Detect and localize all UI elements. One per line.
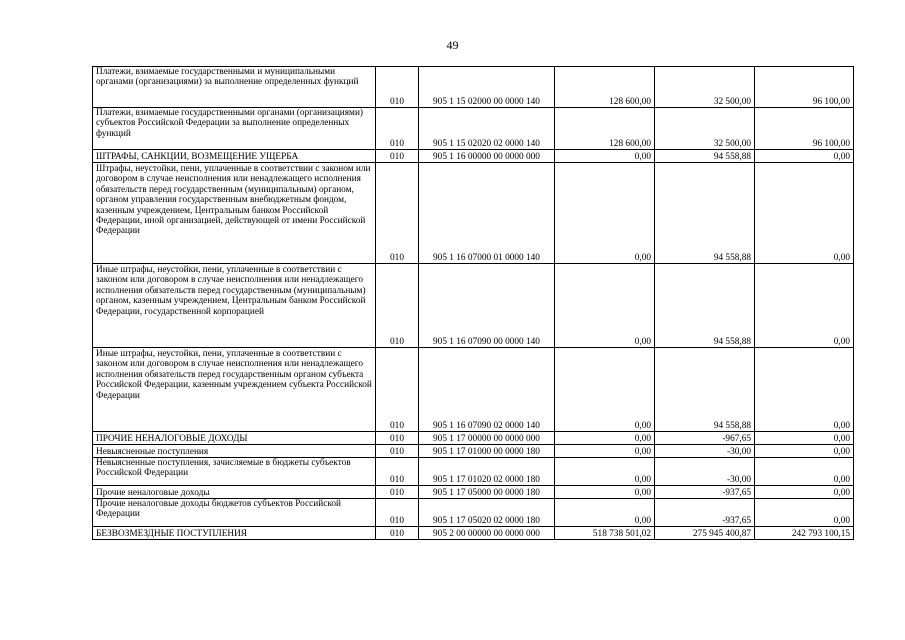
row-line-code: 010 <box>376 458 419 486</box>
row-executed-amount: -30,00 <box>655 445 755 458</box>
row-approved-amount: 0,00 <box>555 458 655 486</box>
row-budget-code: 905 1 15 02000 00 0000 140 <box>419 67 555 108</box>
table-row <box>93 432 854 445</box>
table-row <box>93 67 854 108</box>
row-unexecuted-amount: 0,00 <box>755 150 854 163</box>
row-unexecuted-amount: 96 100,00 <box>755 108 854 150</box>
row-name: Иные штрафы, неустойки, пени, уплаченные в соответствии с законом или договором в случае неисполнения или ненадлежащего исполнения обязательств перед государственным органом субъекта Российской Федерации, казенным учреждением субъекта Российской Федерации <box>93 348 376 432</box>
row-budget-code: 905 1 16 00000 00 0000 000 <box>419 150 555 163</box>
row-budget-code: 905 1 15 02020 02 0000 140 <box>419 108 555 150</box>
row-line-code: 010 <box>376 108 419 150</box>
row-budget-code: 905 1 16 07000 01 0000 140 <box>419 163 555 264</box>
row-name: Платежи, взимаемые государственными и муниципальными органами (организациями) за выполнение определенных функций <box>93 67 376 108</box>
row-executed-amount: 94 558,88 <box>655 163 755 264</box>
row-executed-amount: 94 558,88 <box>655 264 755 348</box>
row-line-code: 010 <box>376 432 419 445</box>
row-executed-amount: 32 500,00 <box>655 108 755 150</box>
row-name: Прочие неналоговые доходы бюджетов субъектов Российской Федерации <box>93 499 376 527</box>
row-unexecuted-amount: 0,00 <box>755 499 854 527</box>
row-budget-code: 905 1 16 07090 00 0000 140 <box>419 264 555 348</box>
row-approved-amount: 0,00 <box>555 486 655 499</box>
table-row <box>93 163 854 264</box>
row-line-code: 010 <box>376 527 419 540</box>
table-row <box>93 264 854 348</box>
row-line-code: 010 <box>376 499 419 527</box>
row-name: Невыясненные поступления <box>93 445 376 458</box>
row-approved-amount: 0,00 <box>555 348 655 432</box>
table-row <box>93 445 854 458</box>
row-unexecuted-amount: 0,00 <box>755 445 854 458</box>
row-executed-amount: -937,65 <box>655 486 755 499</box>
table-row <box>93 150 854 163</box>
row-line-code: 010 <box>376 67 419 108</box>
row-line-code: 010 <box>376 486 419 499</box>
row-budget-code: 905 2 00 00000 00 0000 000 <box>419 527 555 540</box>
table-row <box>93 527 854 540</box>
row-line-code: 010 <box>376 348 419 432</box>
row-budget-code: 905 1 17 01020 02 0000 180 <box>419 458 555 486</box>
row-executed-amount: 275 945 400,87 <box>655 527 755 540</box>
row-line-code: 010 <box>376 445 419 458</box>
row-unexecuted-amount: 96 100,00 <box>755 67 854 108</box>
row-approved-amount: 0,00 <box>555 163 655 264</box>
row-budget-code: 905 1 17 01000 00 0000 180 <box>419 445 555 458</box>
row-executed-amount: 94 558,88 <box>655 348 755 432</box>
table-row <box>93 348 854 432</box>
row-unexecuted-amount: 0,00 <box>755 264 854 348</box>
row-approved-amount: 128 600,00 <box>555 108 655 150</box>
row-approved-amount: 518 738 501,02 <box>555 527 655 540</box>
row-approved-amount: 0,00 <box>555 264 655 348</box>
row-approved-amount: 0,00 <box>555 499 655 527</box>
row-name: Иные штрафы, неустойки, пени, уплаченные в соответствии с законом или договором в случае неисполнения или ненадлежащего исполнения обязательств перед государственным (муниципальным) органом, казенным учреждением, Центральным банком Российской Федерации, государственной корпорацией <box>93 264 376 348</box>
row-name: ПРОЧИЕ НЕНАЛОГОВЫЕ ДОХОДЫ <box>93 432 376 445</box>
row-unexecuted-amount: 0,00 <box>755 348 854 432</box>
row-budget-code: 905 1 17 05020 02 0000 180 <box>419 499 555 527</box>
row-approved-amount: 0,00 <box>555 150 655 163</box>
row-executed-amount: -30,00 <box>655 458 755 486</box>
row-name: Прочие неналоговые доходы <box>93 486 376 499</box>
row-unexecuted-amount: 0,00 <box>755 432 854 445</box>
row-approved-amount: 128 600,00 <box>555 67 655 108</box>
row-name: БЕЗВОЗМЕЗДНЫЕ ПОСТУПЛЕНИЯ <box>93 527 376 540</box>
row-name: Штрафы, неустойки, пени, уплаченные в соответствии с законом или договором в случае неисполнения или ненадлежащего исполнения обязательств перед государственным (муниципальным) органом, органом управления государственным внебюджетным фондом, казенным учреждением, Центральным банком Российской Федерации, иной организацией, действующей от имени Российской Федерации <box>93 163 376 264</box>
row-executed-amount: -937,65 <box>655 499 755 527</box>
row-name: Платежи, взимаемые государственными органами (организациями) субъектов Российской Федерации за выполнение определенных функций <box>93 108 376 150</box>
row-name: Невыясненные поступления, зачисляемые в бюджеты субъектов Российской Федерации <box>93 458 376 486</box>
table-row <box>93 108 854 150</box>
row-approved-amount: 0,00 <box>555 445 655 458</box>
table-row <box>93 458 854 486</box>
page-number: 49 <box>446 38 459 52</box>
row-budget-code: 905 1 17 05000 00 0000 180 <box>419 486 555 499</box>
row-unexecuted-amount: 0,00 <box>755 458 854 486</box>
row-executed-amount: 94 558,88 <box>655 150 755 163</box>
row-line-code: 010 <box>376 150 419 163</box>
table-row <box>93 499 854 527</box>
row-executed-amount: -967,65 <box>655 432 755 445</box>
row-name: ШТРАФЫ, САНКЦИИ, ВОЗМЕЩЕНИЕ УЩЕРБА <box>93 150 376 163</box>
row-line-code: 010 <box>376 163 419 264</box>
row-unexecuted-amount: 242 793 100,15 <box>755 527 854 540</box>
row-budget-code: 905 1 17 00000 00 0000 000 <box>419 432 555 445</box>
row-budget-code: 905 1 16 07090 02 0000 140 <box>419 348 555 432</box>
row-executed-amount: 32 500,00 <box>655 67 755 108</box>
budget-revenue-table <box>92 66 854 540</box>
row-line-code: 010 <box>376 264 419 348</box>
row-approved-amount: 0,00 <box>555 432 655 445</box>
table-row <box>93 486 854 499</box>
row-unexecuted-amount: 0,00 <box>755 163 854 264</box>
row-unexecuted-amount: 0,00 <box>755 486 854 499</box>
